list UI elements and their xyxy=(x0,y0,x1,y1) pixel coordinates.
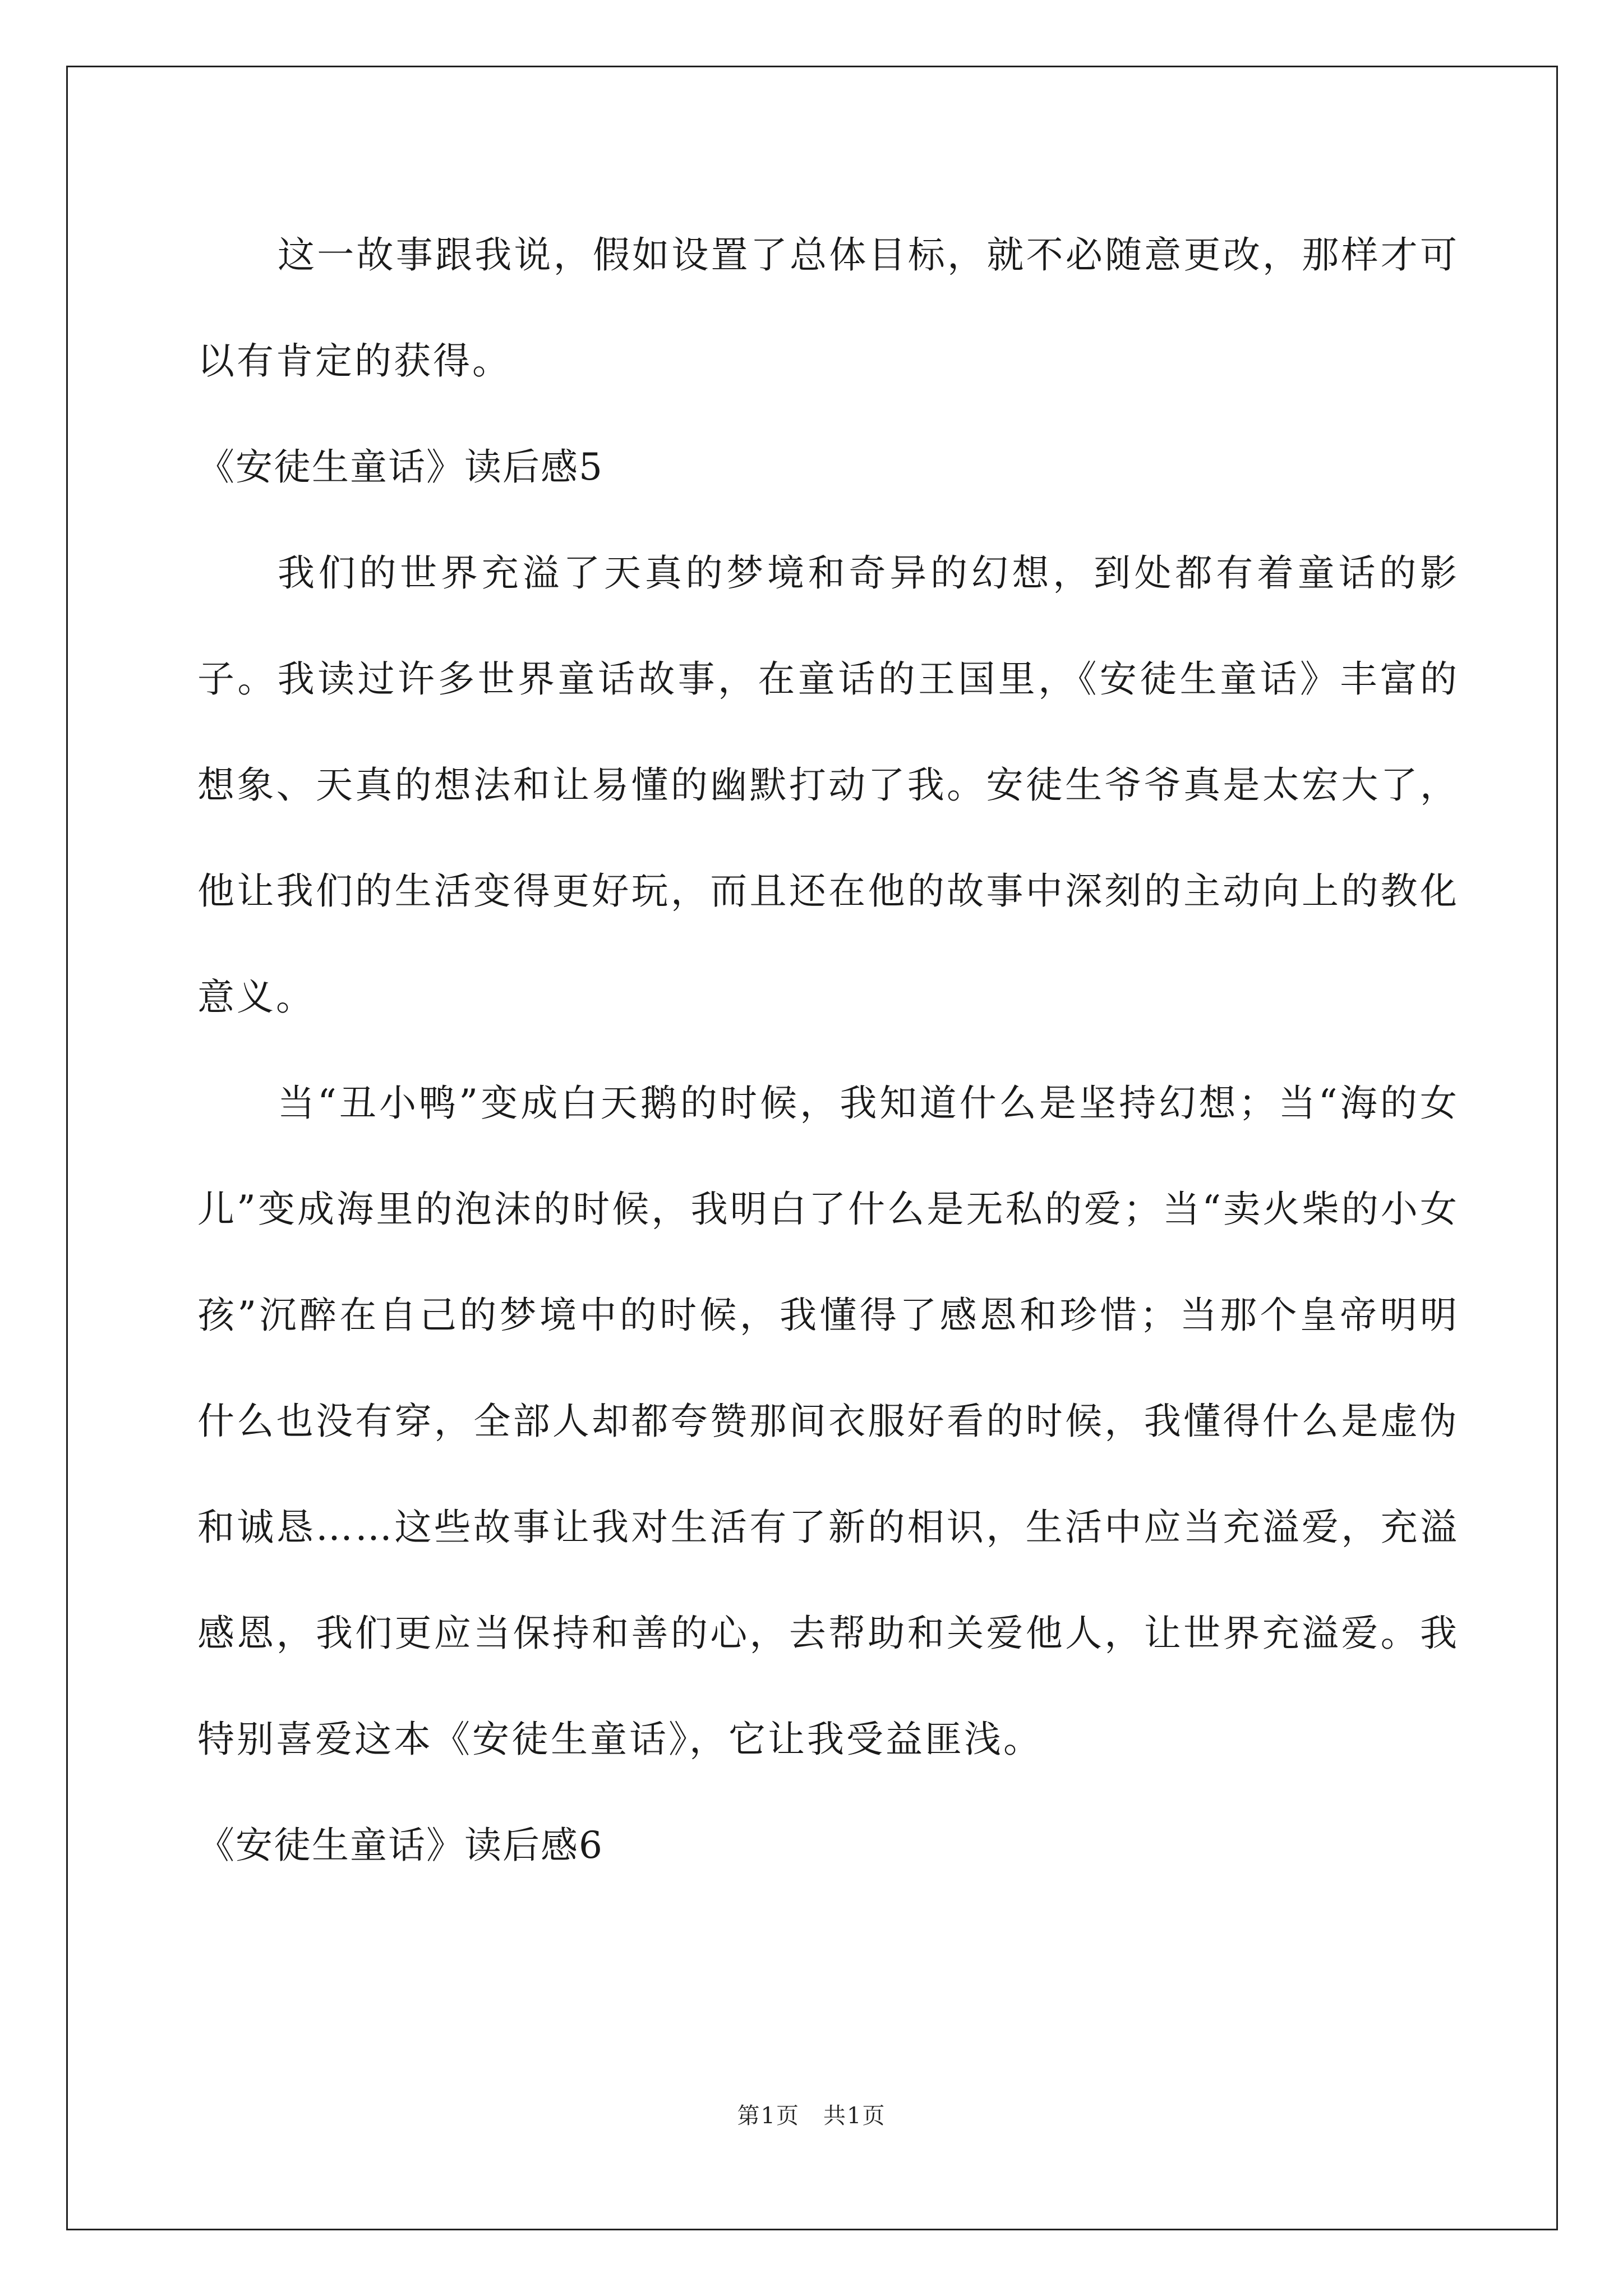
paragraph-1: 这一故事跟我说，假如设置了总体目标，就不必随意更改，那样才可以有肯定的获得。 xyxy=(197,233,1459,383)
section-heading-5: 《安徒生童话》读后感5 xyxy=(197,445,603,489)
paragraph-3: 当“丑小鸭”变成白天鹅的时候，我知道什么是坚持幻想；当“海的女儿”变成海里的泡沫的时候，我明白了什么是无私的爱；当“卖火柴的小女孩”沉醉在自己的梦境中的时候，我懂得了感恩和珍惜；当那个皇帝明明什么也没有穿，全部人却都夸赞那间衣服好看的时候，我懂得什么是虚伪和诚恳……这些故事让我对生活有了新的相识，生活中应当充溢爱，充溢感恩，我们更应当保持和善的心，去帮助和关爱他人，让世界充溢爱。我特别喜爱这本《安徒生童话》，它让我受益匪浅。 xyxy=(197,1082,1459,1761)
document-body xyxy=(197,202,1459,1898)
page-footer: 第1页 共1页 xyxy=(737,2103,886,2129)
section-heading-6: 《安徒生童话》读后感6 xyxy=(197,1824,603,1867)
paragraph-2: 我们的世界充溢了天真的梦境和奇异的幻想，到处都有着童话的影子。我读过许多世界童话故事，在童话的王国里，《安徒生童话》丰富的想象、天真的想法和让易懂的幽默打动了我。安徒生爷爷真是太宏大了，他让我们的生活变得更好玩，而且还在他的故事中深刻的主动向上的教化意义。 xyxy=(197,551,1459,1019)
